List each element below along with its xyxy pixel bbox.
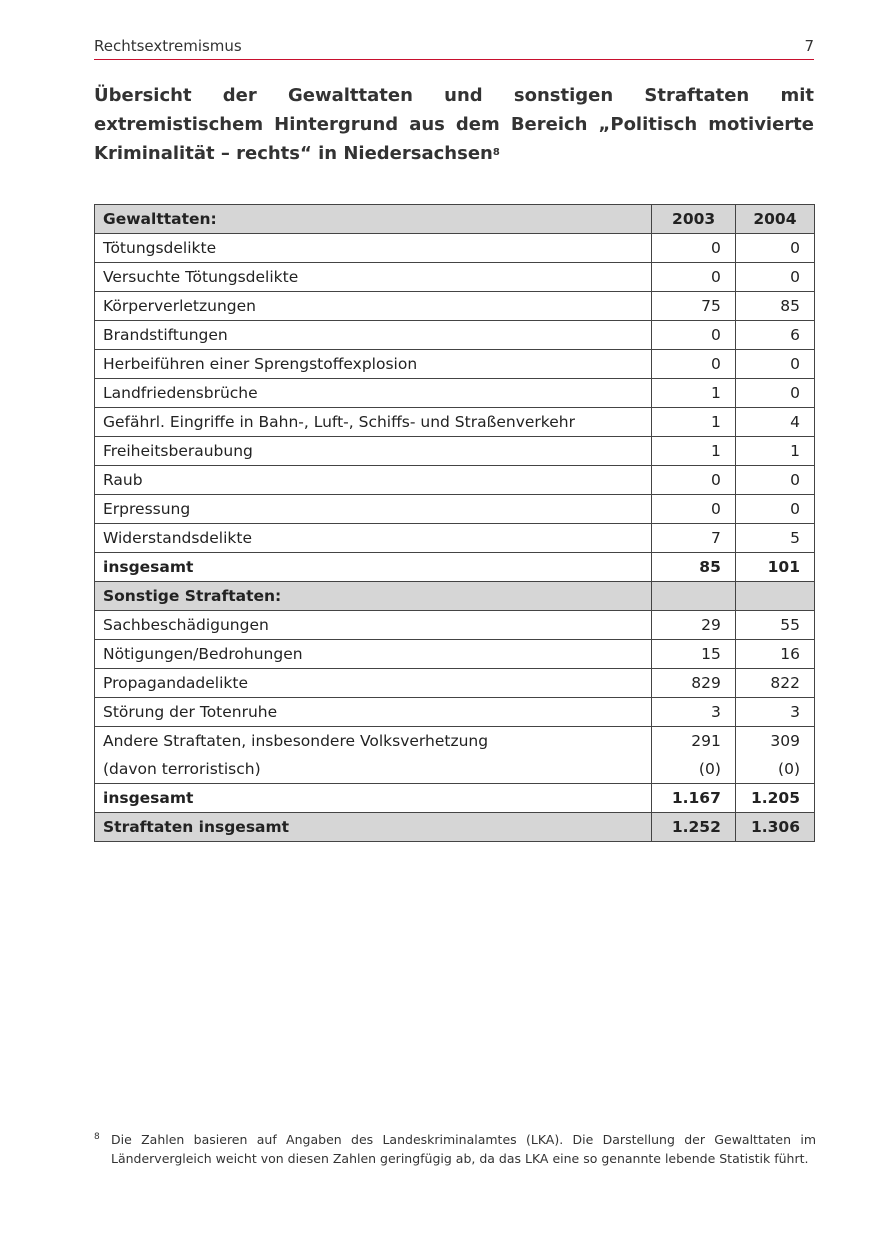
title-footnote-ref: 8 <box>492 147 500 158</box>
row-label: Freiheitsberaubung <box>95 437 652 466</box>
row-label: Widerstandsdelikte <box>95 524 652 553</box>
row-label: insgesamt <box>95 784 652 813</box>
value-2003: 15 <box>652 640 736 669</box>
table-row <box>95 379 815 408</box>
row-label: Straftaten insgesamt <box>95 813 652 842</box>
footnote <box>94 1130 816 1168</box>
value-2004: 0 <box>735 234 814 263</box>
table-row <box>95 669 815 698</box>
row-label: Tötungsdelikte <box>95 234 652 263</box>
value-2003: 829 <box>652 669 736 698</box>
value-2004: 1.306 <box>735 813 814 842</box>
value-2004: 0 <box>735 263 814 292</box>
violent-header-row <box>95 205 815 234</box>
row-label: (davon terroristisch) <box>95 755 652 784</box>
value-2003: 75 <box>652 292 736 321</box>
value-2004: 309 <box>735 727 814 756</box>
value-2003: 7 <box>652 524 736 553</box>
row-label: Erpressung <box>95 495 652 524</box>
value-2003: 0 <box>652 321 736 350</box>
table-row <box>95 495 815 524</box>
value-2003: 29 <box>652 611 736 640</box>
value-2003 <box>652 582 736 611</box>
value-2004: 822 <box>735 669 814 698</box>
value-2003: 0 <box>652 263 736 292</box>
row-label: Körperverletzungen <box>95 292 652 321</box>
row-label: Gefährl. Eingriffe in Bahn-, Luft-, Schiffs- und Straßenverkehr <box>95 408 652 437</box>
table-row <box>95 611 815 640</box>
table-row <box>95 321 815 350</box>
value-2003: 1.252 <box>652 813 736 842</box>
title-text: Übersicht der Gewalttaten und sonstigen Straftaten mit extremistischem Hintergrund aus dem Bereich „Politisch motivierte Kriminalität – rechts“ in Niedersachsen <box>94 85 814 164</box>
footnote-marker: 8 <box>94 1132 100 1142</box>
value-2003: 1 <box>652 408 736 437</box>
row-label: Störung der Totenruhe <box>95 698 652 727</box>
value-2003: 1 <box>652 379 736 408</box>
value-2004: 4 <box>735 408 814 437</box>
value-2003: 0 <box>652 234 736 263</box>
value-2004: 0 <box>735 379 814 408</box>
value-2003: 3 <box>652 698 736 727</box>
row-label: Nötigungen/Bedrohungen <box>95 640 652 669</box>
row-label: Versuchte Tötungsdelikte <box>95 263 652 292</box>
row-label: Propagandadelikte <box>95 669 652 698</box>
row-label: Sachbeschädigungen <box>95 611 652 640</box>
row-label: Raub <box>95 466 652 495</box>
value-2004: (0) <box>735 755 814 784</box>
page-number: 7 <box>804 37 814 55</box>
value-2003: 1.167 <box>652 784 736 813</box>
table-row <box>95 263 815 292</box>
value-2004: 101 <box>735 553 814 582</box>
row-label: insgesamt <box>95 553 652 582</box>
table-row <box>95 524 815 553</box>
value-2004: 3 <box>735 698 814 727</box>
value-2004: 55 <box>735 611 814 640</box>
violent-total-row <box>95 553 815 582</box>
value-2003: 85 <box>652 553 736 582</box>
table-row <box>95 755 815 784</box>
section-heading: Sonstige Straftaten: <box>95 582 652 611</box>
running-title: Rechtsextremismus <box>94 37 242 55</box>
row-label: Landfriedensbrüche <box>95 379 652 408</box>
page-header <box>94 37 814 60</box>
value-2003: 0 <box>652 350 736 379</box>
value-2004 <box>735 582 814 611</box>
row-label: Brandstiftungen <box>95 321 652 350</box>
value-2004: 0 <box>735 350 814 379</box>
value-2004: 0 <box>735 495 814 524</box>
grand-total-row <box>95 813 815 842</box>
value-2004: 85 <box>735 292 814 321</box>
section-heading: Gewalttaten: <box>95 205 652 234</box>
value-2003: 0 <box>652 466 736 495</box>
value-2004: 1.205 <box>735 784 814 813</box>
value-2004: 5 <box>735 524 814 553</box>
table-row <box>95 640 815 669</box>
table-row <box>95 466 815 495</box>
table-row <box>95 292 815 321</box>
value-2003: (0) <box>652 755 736 784</box>
other-header-row <box>95 582 815 611</box>
table-row <box>95 698 815 727</box>
value-2003: 0 <box>652 495 736 524</box>
crime-statistics-table <box>94 204 815 842</box>
value-2003: 291 <box>652 727 736 756</box>
row-label: Herbeiführen einer Sprengstoffexplosion <box>95 350 652 379</box>
value-2004: 2004 <box>735 205 814 234</box>
value-2003: 1 <box>652 437 736 466</box>
value-2004: 16 <box>735 640 814 669</box>
table-body <box>95 205 815 842</box>
table-row <box>95 234 815 263</box>
footnote-text: Die Zahlen basieren auf Angaben des Landeskriminalamtes (LKA). Die Darstellung der Gewalttaten im Ländervergleich weicht von diesen Zahlen geringfügig ab, da das LKA eine so genannte lebende Statistik führt. <box>111 1132 816 1166</box>
table-row <box>95 437 815 466</box>
value-2004: 6 <box>735 321 814 350</box>
table-row <box>95 350 815 379</box>
other-total-row <box>95 784 815 813</box>
document-title <box>94 81 814 168</box>
row-label: Andere Straftaten, insbesondere Volksverhetzung <box>95 727 652 756</box>
value-2004: 1 <box>735 437 814 466</box>
value-2003: 2003 <box>652 205 736 234</box>
table-row <box>95 727 815 756</box>
value-2004: 0 <box>735 466 814 495</box>
table-row <box>95 408 815 437</box>
